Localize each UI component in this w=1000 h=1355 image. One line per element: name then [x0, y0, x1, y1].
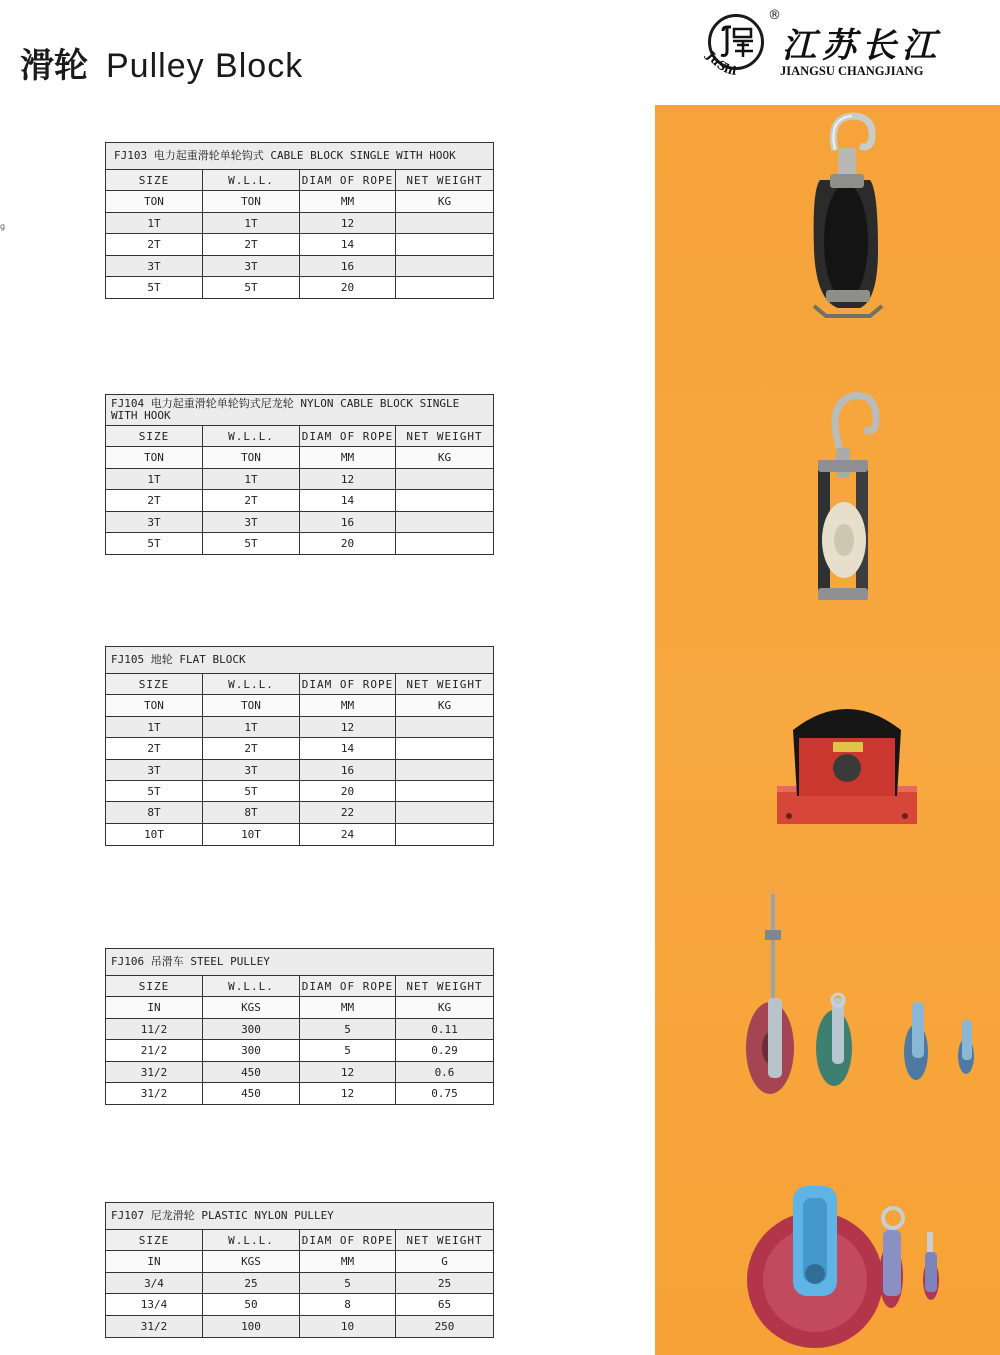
- table-cell: 10: [300, 1316, 396, 1337]
- table-cell: 5: [300, 1040, 396, 1061]
- unit-cell: MM: [300, 1251, 396, 1272]
- table-cell: [396, 256, 493, 277]
- table-cell: 0.6: [396, 1062, 493, 1083]
- table-cell: 20: [300, 781, 396, 802]
- table-grid: [106, 976, 493, 1104]
- table-cell: 3T: [203, 512, 300, 533]
- header-cell-size: SIZE: [106, 1230, 203, 1251]
- table-cell: 5T: [203, 781, 300, 802]
- table-cell: 31/2: [106, 1083, 203, 1104]
- table-cell: 16: [300, 760, 396, 781]
- table-cell: 100: [203, 1316, 300, 1337]
- table-grid: [106, 170, 493, 298]
- header-cell-weight: NET WEIGHT: [396, 426, 493, 447]
- unit-cell: TON: [106, 191, 203, 212]
- header-cell-weight: NET WEIGHT: [396, 1230, 493, 1251]
- flat-block-image: [775, 700, 920, 830]
- logo-arc-text: [700, 48, 780, 92]
- table-cell: 16: [300, 256, 396, 277]
- header-cell-size: SIZE: [106, 674, 203, 695]
- table-cell: 2T: [203, 234, 300, 255]
- table-cell: 2T: [106, 490, 203, 511]
- header-cell-weight: NET WEIGHT: [396, 976, 493, 997]
- table-cell: 3T: [106, 512, 203, 533]
- table-title: FJ107 尼龙滑轮 PLASTIC NYLON PULLEY: [106, 1203, 493, 1230]
- logo-company-cn: 江苏长江: [782, 26, 942, 66]
- table-cell: 14: [300, 490, 396, 511]
- table-cell: 5T: [106, 781, 203, 802]
- table-cell: 3T: [106, 760, 203, 781]
- table-cell: 250: [396, 1316, 493, 1337]
- table-cell: [396, 490, 493, 511]
- table-cell: 5T: [106, 533, 203, 554]
- table-cell: [396, 738, 493, 759]
- header-cell-weight: NET WEIGHT: [396, 674, 493, 695]
- table-cell: 3T: [203, 256, 300, 277]
- table-cell: 10T: [203, 824, 300, 845]
- header-cell-weight: NET WEIGHT: [396, 170, 493, 191]
- header-cell-diam: DIAM OF ROPE: [300, 976, 396, 997]
- page-title-cn: 滑轮: [20, 46, 88, 86]
- table-cell: 3T: [106, 256, 203, 277]
- table-cell: 20: [300, 277, 396, 298]
- header-cell-size: SIZE: [106, 976, 203, 997]
- nylon-cable-block-hook-image: [800, 390, 890, 610]
- table-title: FJ103 电力起重滑轮单轮钩式 CABLE BLOCK SINGLE WITH HOOK: [106, 143, 493, 170]
- table-cell: 1T: [106, 717, 203, 738]
- page-title: [20, 38, 303, 87]
- table-cell: 5: [300, 1019, 396, 1040]
- table-cell: [396, 234, 493, 255]
- unit-cell: IN: [106, 1251, 203, 1272]
- table-grid: [106, 1230, 493, 1337]
- plastic-nylon-pulley-image: [745, 1180, 960, 1355]
- header-cell-diam: DIAM OF ROPE: [300, 674, 396, 695]
- header-cell-size: SIZE: [106, 170, 203, 191]
- table-cell: 8T: [203, 802, 300, 823]
- table-cell: 5T: [106, 277, 203, 298]
- table-cell: 20: [300, 533, 396, 554]
- table-cell: 2T: [106, 738, 203, 759]
- table-cell: 8: [300, 1294, 396, 1315]
- unit-cell: MM: [300, 191, 396, 212]
- logo-company-en: JIANGSU CHANGJIANG: [780, 64, 924, 78]
- page-title-en: Pulley Block: [106, 47, 304, 85]
- table-cell: 11/2: [106, 1019, 203, 1040]
- steel-pulley-image: [730, 890, 990, 1100]
- unit-cell: TON: [203, 447, 300, 468]
- table-cell: [396, 802, 493, 823]
- header-cell-size: SIZE: [106, 426, 203, 447]
- table-title: FJ106 吊滑车 STEEL PULLEY: [106, 949, 493, 976]
- table-cell: [396, 277, 493, 298]
- table-cell: 10T: [106, 824, 203, 845]
- table-cell: 24: [300, 824, 396, 845]
- svg-text:JuShi: [703, 48, 738, 78]
- unit-cell: MM: [300, 447, 396, 468]
- table-cell: 1T: [106, 469, 203, 490]
- spec-table-fj107: [105, 1202, 494, 1338]
- header-cell-wll: W.L.L.: [203, 1230, 300, 1251]
- table-cell: 13/4: [106, 1294, 203, 1315]
- company-logo: [700, 8, 970, 88]
- spec-table-fj105: [105, 646, 494, 846]
- table-cell: 5T: [203, 277, 300, 298]
- table-cell: 31/2: [106, 1062, 203, 1083]
- header-cell-wll: W.L.L.: [203, 426, 300, 447]
- unit-cell: TON: [203, 695, 300, 716]
- table-cell: 5: [300, 1273, 396, 1294]
- table-cell: [396, 213, 493, 234]
- unit-cell: G: [396, 1251, 493, 1272]
- table-cell: [396, 717, 493, 738]
- table-cell: 12: [300, 1062, 396, 1083]
- table-cell: 2T: [203, 738, 300, 759]
- header-cell-diam: DIAM OF ROPE: [300, 170, 396, 191]
- table-cell: 50: [203, 1294, 300, 1315]
- unit-cell: KG: [396, 447, 493, 468]
- unit-cell: TON: [203, 191, 300, 212]
- table-cell: 14: [300, 234, 396, 255]
- table-cell: 3T: [203, 760, 300, 781]
- table-cell: 3/4: [106, 1273, 203, 1294]
- table-cell: [396, 824, 493, 845]
- table-title: FJ104 电力起重滑轮单轮钩式尼龙轮 NYLON CABLE BLOCK SINGLE WITH HOOK: [106, 395, 493, 426]
- table-cell: 0.75: [431, 1086, 458, 1100]
- header-cell-wll: W.L.L.: [203, 976, 300, 997]
- unit-cell: KG: [396, 997, 493, 1018]
- table-cell: 2T: [106, 234, 203, 255]
- cable-block-hook-image: [790, 110, 900, 320]
- unit-cell: KGS: [203, 1251, 300, 1272]
- table-cell: 31/2: [106, 1316, 203, 1337]
- table-cell: 65: [396, 1294, 493, 1315]
- table-cell: 2T: [203, 490, 300, 511]
- header-cell-wll: W.L.L.: [203, 170, 300, 191]
- unit-cell: KG: [396, 191, 493, 212]
- unit-cell: IN: [106, 997, 203, 1018]
- unit-cell: TON: [106, 695, 203, 716]
- table-grid: [106, 674, 493, 845]
- table-title: FJ105 地轮 FLAT BLOCK: [106, 647, 493, 674]
- table-cell: 21/2: [106, 1040, 203, 1061]
- unit-cell: MM: [300, 695, 396, 716]
- table-cell: [396, 781, 493, 802]
- header-cell-diam: DIAM OF ROPE: [300, 426, 396, 447]
- spec-table-fj106: [105, 948, 494, 1105]
- table-cell: 12: [300, 1083, 396, 1104]
- table-cell: 300: [203, 1040, 300, 1061]
- unit-cell: MM: [300, 997, 396, 1018]
- spec-table-fj103: [105, 142, 494, 299]
- table-cell: 1T: [203, 717, 300, 738]
- table-cell: 1T: [203, 469, 300, 490]
- table-cell: 16: [300, 512, 396, 533]
- table-grid: [106, 426, 493, 554]
- table-cell: 8T: [106, 802, 203, 823]
- table-cell: [396, 469, 493, 490]
- table-cell: 25: [396, 1273, 493, 1294]
- table-cell: [396, 533, 493, 554]
- table-cell: 300: [203, 1019, 300, 1040]
- table-cell: 1T: [203, 213, 300, 234]
- side-mark: ɡ: [0, 222, 6, 231]
- table-cell: 25: [203, 1273, 300, 1294]
- header-cell-wll: W.L.L.: [203, 674, 300, 695]
- logo-arc-textpath: JuShi: [703, 49, 738, 79]
- table-cell: [396, 760, 493, 781]
- table-cell: 5T: [203, 533, 300, 554]
- table-cell: 450: [203, 1083, 300, 1104]
- unit-cell: KG: [396, 695, 493, 716]
- table-cell: 12: [300, 717, 396, 738]
- table-cell: 22: [300, 802, 396, 823]
- spec-table-fj104: [105, 394, 494, 555]
- table-cell: 1T: [106, 213, 203, 234]
- table-cell: 450: [203, 1062, 300, 1083]
- table-cell: [396, 512, 493, 533]
- table-cell: 12: [300, 469, 396, 490]
- unit-cell: TON: [106, 447, 203, 468]
- unit-cell: KGS: [203, 997, 300, 1018]
- table-cell: 0.11: [396, 1019, 493, 1040]
- table-cell: 12: [300, 213, 396, 234]
- registered-mark: ®: [768, 8, 781, 23]
- table-cell: 14: [300, 738, 396, 759]
- header-cell-diam: DIAM OF ROPE: [300, 1230, 396, 1251]
- table-cell: 0.29: [396, 1040, 493, 1061]
